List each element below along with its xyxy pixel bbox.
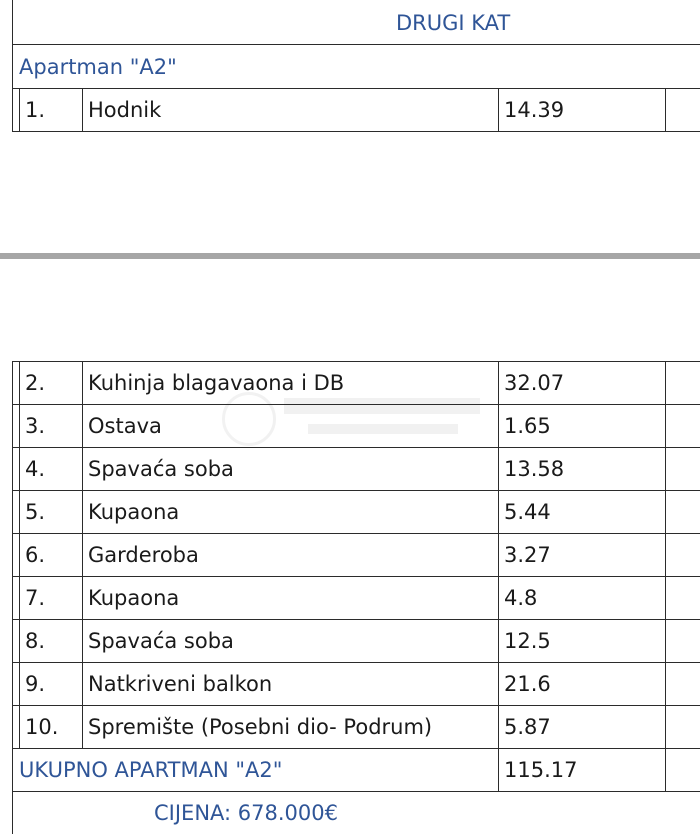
table-rule: [498, 88, 499, 132]
table-rule: [12, 533, 700, 534]
table-rule: [12, 447, 700, 448]
room-name: Kupaona: [88, 500, 180, 524]
table-border-left: [12, 0, 13, 132]
table-rule: [12, 576, 700, 577]
table-rule: [19, 88, 20, 132]
table-rule: [19, 361, 20, 749]
room-name: Spavaća soba: [88, 629, 234, 653]
room-number: 9.: [25, 672, 46, 696]
room-number: 5.: [25, 500, 46, 524]
room-area: 1.65: [504, 414, 551, 438]
table-rule: [82, 88, 83, 132]
room-area: 12.5: [504, 629, 551, 653]
table-rule: [12, 490, 700, 491]
table-rule: [12, 88, 700, 89]
total-label: UKUPNO APARTMAN "A2": [19, 758, 283, 782]
table-rule: [12, 404, 700, 405]
room-area: 21.6: [504, 672, 551, 696]
table-rule: [12, 662, 700, 663]
room-name: Spavaća soba: [88, 457, 234, 481]
room-number: 10.: [25, 715, 59, 739]
watermark-logo: [222, 392, 484, 444]
room-area: 4.8: [504, 586, 538, 610]
total-area: 115.17: [504, 758, 578, 782]
room-number: 2.: [25, 371, 46, 395]
floor-title: DRUGI KAT: [396, 11, 511, 35]
room-number: 8.: [25, 629, 46, 653]
table-rule: [12, 131, 700, 132]
room-number: 1.: [25, 98, 46, 122]
price-label: CIJENA: 678.000€: [154, 801, 338, 825]
apartment-title: Apartman "A2": [19, 55, 177, 79]
table-rule: [665, 88, 666, 132]
room-number: 7.: [25, 586, 46, 610]
room-name: Hodnik: [88, 98, 162, 122]
room-area: 13.58: [504, 457, 565, 481]
room-area: 5.87: [504, 715, 551, 739]
room-area: 5.44: [504, 500, 551, 524]
room-area: 32.07: [504, 371, 565, 395]
room-name: Natkriveni balkon: [88, 672, 273, 696]
room-name: Spremište (Posebni dio- Podrum): [88, 715, 433, 739]
room-number: 4.: [25, 457, 46, 481]
table-border-left: [12, 361, 13, 834]
table-rule: [12, 619, 700, 620]
room-name: Ostava: [88, 414, 162, 438]
table-rule: [12, 44, 700, 45]
page-separator: [0, 253, 700, 259]
table-rule: [12, 361, 700, 362]
room-name: Kupaona: [88, 586, 180, 610]
table-rule: [12, 748, 700, 749]
table-rule: [82, 361, 83, 749]
watermark-emblem-icon: [222, 392, 276, 446]
room-number: 6.: [25, 543, 46, 567]
room-number: 3.: [25, 414, 46, 438]
room-area: 14.39: [504, 98, 565, 122]
table-rule: [12, 791, 700, 792]
room-name: Kuhinja blagavaona i DB: [88, 371, 345, 395]
table-rule: [12, 705, 700, 706]
room-area: 3.27: [504, 543, 551, 567]
room-name: Garderoba: [88, 543, 199, 567]
